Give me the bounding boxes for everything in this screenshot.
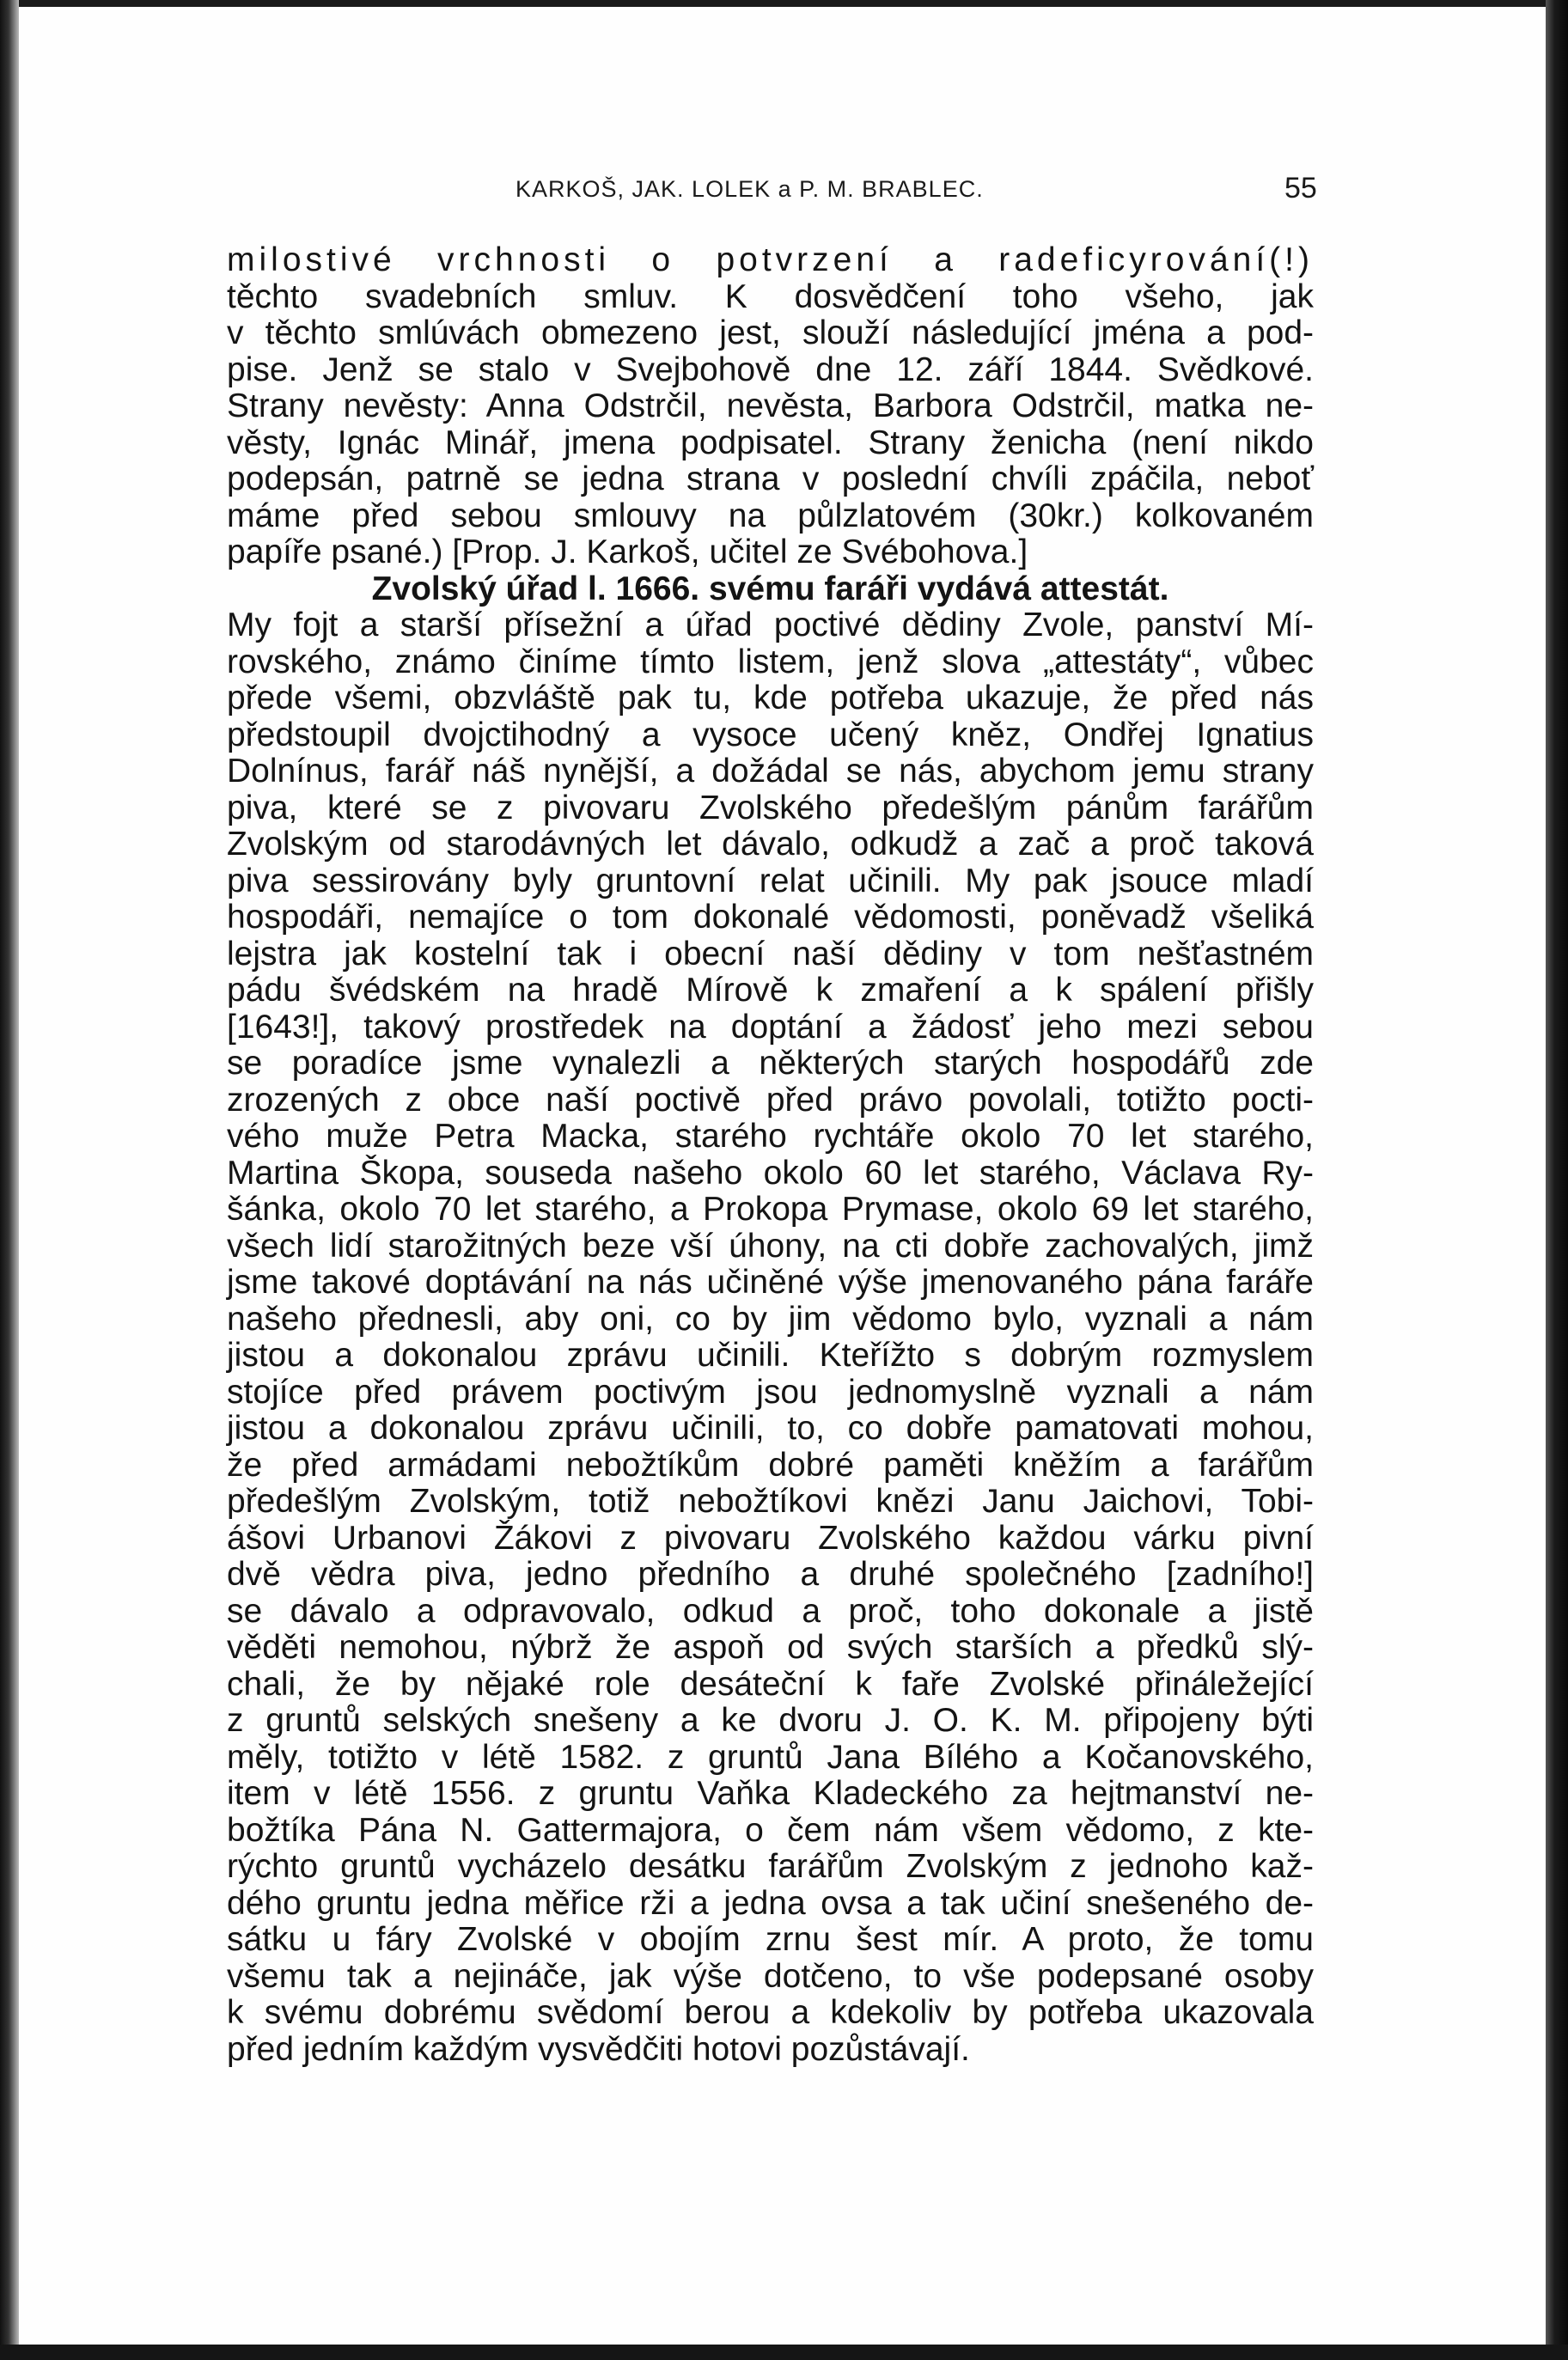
text-line: v těchto smlúvách obmezeno jest, slouží následující jména a pod- bbox=[227, 314, 1314, 351]
text-line: dvě vědra piva, jedno předního a druhé společného [zadního!] bbox=[227, 1556, 1314, 1593]
page-number: 55 bbox=[1284, 172, 1317, 204]
text-line: před jedním každým vysvědčiti hotovi pozůstávají. bbox=[227, 2030, 970, 2068]
text-line: jistou a dokonalou zprávu učinili. Kteřížto s dobrým rozmyslem bbox=[227, 1337, 1314, 1374]
text-line: našeho přednesli, aby oni, co by jim vědomo bylo, vyznali a nám bbox=[227, 1300, 1314, 1338]
text-line: Strany nevěsty: Anna Odstrčil, nevěsta, Barbora Odstrčil, matka ne- bbox=[227, 387, 1314, 424]
running-header: KARKOŠ, JAK. LOLEK a P. M. BRABLEC. bbox=[516, 176, 984, 202]
text-line: [1643!], takový prostředek na doptání a žádosť jeho mezi sebou bbox=[227, 1008, 1314, 1046]
text-line: milostivé vrchnosti o potvrzení a radeficyrování(!) bbox=[227, 241, 1314, 278]
section-heading: Zvolský úřad l. 1666. svému faráři vydává attestát. bbox=[371, 570, 1169, 607]
text-line: pádu švédském na hradě Mírově k zmaření a k spálení přišly bbox=[227, 972, 1314, 1009]
text-line: k svému dobrému svědomí berou a kdekoliv by potřeba ukazovala bbox=[227, 1994, 1314, 2031]
text-line: vého muže Petra Macka, starého rychtáře okolo 70 let starého, bbox=[227, 1118, 1314, 1155]
scan-edge-right bbox=[1546, 0, 1568, 2360]
text-line: papíře psané.) [Prop. J. Karkoš, učitel ze Svébohova.] bbox=[227, 534, 1028, 570]
text-line: šánka, okolo 70 let starého, a Prokopa Prymase, okolo 69 let starého, bbox=[227, 1191, 1314, 1228]
text-line: ášovi Urbanovi Žákovi z pivovaru Zvolského každou várku pivní bbox=[227, 1519, 1314, 1557]
text-line: těchto svadebních smluv. K dosvědčení toho všeho, jak bbox=[227, 277, 1314, 315]
text-line: věsty, Ignác Minář, jmena podpisatel. Strany ženicha (není nikdo bbox=[227, 424, 1314, 461]
text-line: item v létě 1556. z gruntu Vaňka Kladeckého za hejtmanství ne- bbox=[227, 1775, 1314, 1812]
text-line: hospodáři, nemajíce o tom dokonalé vědomosti, poněvadž všeliká bbox=[227, 899, 1314, 936]
text-line: rýchto gruntů vycházelo desátku farářům Zvolským z jednoho kaž- bbox=[227, 1848, 1314, 1885]
text-line: chali, že by nějaké role desáteční k faře Zvolské přináležející bbox=[227, 1665, 1314, 1703]
text-line: Martina Škopa, souseda našeho okolo 60 let starého, Václava Ry- bbox=[227, 1154, 1314, 1192]
text-line: Dolnínus, farář náš nynější, a dožádal se nás, abychom jemu strany bbox=[227, 753, 1314, 790]
text-line: piva sessirovány byly gruntovní relat učinili. My pak jsouce mladí bbox=[227, 862, 1314, 899]
text-line: z gruntů selských snešeny a ke dvoru J. O. K. M. připojeny býti bbox=[227, 1702, 1314, 1739]
scan-edge-left bbox=[0, 0, 19, 2360]
text-line: My fojt a starší přísežní a úřad poctivé dědiny Zvole, panství Mí- bbox=[227, 607, 1314, 643]
text-line: se dávalo a odpravovalo, odkud a proč, toho dokonale a jistě bbox=[227, 1592, 1314, 1630]
text-line: jsme takové doptávání na nás učiněné výše jmenovaného pána faráře bbox=[227, 1264, 1314, 1301]
text-line: rovského, známo činíme tímto listem, jenž slova „attestáty“, vůbec bbox=[227, 643, 1314, 680]
text-line: jistou a dokonalou zprávu učinili, to, co dobře pamatovati mohou, bbox=[227, 1410, 1314, 1447]
text-line: se poradíce jsme vynalezli a některých starých hospodářů zde bbox=[227, 1045, 1314, 1082]
text-line: měly, totižto v létě 1582. z gruntů Jana Bílého a Kočanovského, bbox=[227, 1738, 1314, 1776]
text-line: podepsán, patrně se jedna strana v poslední chvíli zpáčila, neboť bbox=[227, 460, 1314, 497]
scan-edge-bottom bbox=[0, 2345, 1568, 2360]
text-line: sátku u fáry Zvolské v obojím zrnu šest mír. A proto, že tomu bbox=[227, 1921, 1314, 1958]
text-line: dého gruntu jedna měřice rži a jedna ovsa a tak učiní snešeného de- bbox=[227, 1884, 1314, 1922]
scan-edge-top bbox=[0, 0, 1568, 7]
text-line: všech lidí starožitných beze vší úhony, na cti dobře zachovalých, jimž bbox=[227, 1227, 1314, 1265]
text-line: že před armádami nebožtíkům dobré paměti kněžím a farářům bbox=[227, 1446, 1314, 1484]
text-line: božtíka Pána N. Gattermajora, o čem nám všem vědomo, z kte- bbox=[227, 1811, 1314, 1849]
text-line: Zvolským od starodávných let dávalo, odkudž a zač a proč taková bbox=[227, 826, 1314, 863]
text-line: piva, které se z pivovaru Zvolského předešlým pánům farářům bbox=[227, 789, 1314, 826]
text-line: všemu tak a nejináče, jak výše dotčeno, to vše podepsané osoby bbox=[227, 1957, 1314, 1995]
text-line: lejstra jak kostelní tak i obecní naší dědiny v tom nešťastném bbox=[227, 935, 1314, 973]
text-line: stojíce před právem poctivým jsou jednomyslně vyznali a nám bbox=[227, 1373, 1314, 1411]
text-line: zrozených z obce naší poctivě před právo povolali, totižto pocti- bbox=[227, 1081, 1314, 1119]
text-line: přede všemi, obzvláště pak tu, kde potřeba ukazuje, že před nás bbox=[227, 680, 1314, 717]
body-text bbox=[227, 242, 1314, 2068]
text-line: předstoupil dvojctihodný a vysoce učený kněz, Ondřej Ignatius bbox=[227, 716, 1314, 753]
text-line: máme před sebou smlouvy na půlzlatovém (30kr.) kolkovaném bbox=[227, 497, 1314, 534]
text-line: pise. Jenž se stalo v Svejbohově dne 12. září 1844. Svědkové. bbox=[227, 351, 1314, 388]
text-line: věděti nemohou, nýbrž že aspoň od svých starších a předků slý- bbox=[227, 1629, 1314, 1666]
text-line: předešlým Zvolským, totiž nebožtíkovi knězi Janu Jaichovi, Tobi- bbox=[227, 1483, 1314, 1520]
